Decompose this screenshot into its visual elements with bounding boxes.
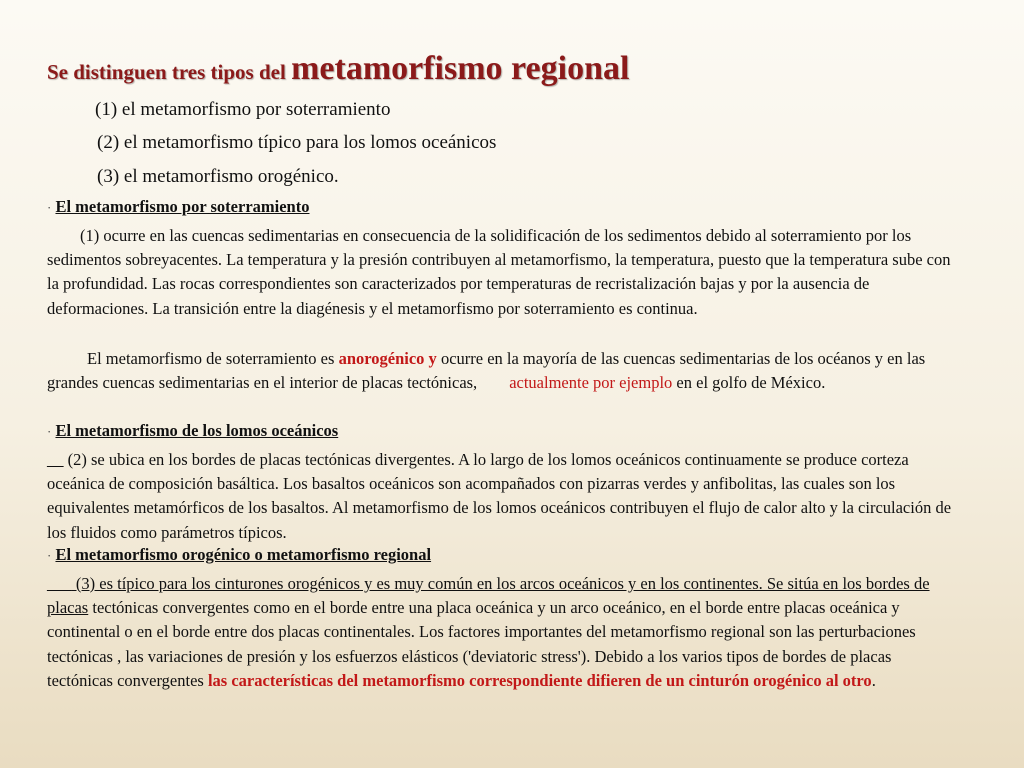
bullet: · — [47, 424, 52, 439]
para2-part3: en el golfo de México. — [672, 373, 826, 393]
bullet: · — [47, 200, 52, 215]
section-heading-lomos — [47, 421, 338, 441]
slide-title — [47, 50, 629, 88]
section-heading-label: El metamorfismo de los lomos oceánicos — [55, 421, 339, 440]
section-heading-label: El metamorfismo por soterramiento — [55, 197, 310, 216]
section-heading-orogenico — [47, 545, 431, 565]
lomos-paragraph — [47, 448, 957, 545]
anorogenico-highlight: anorogénico y — [338, 349, 437, 368]
title-emphasis: metamorfismo regional — [291, 50, 630, 87]
title-prefix: Se distinguen tres tipos del — [47, 60, 292, 84]
para2-part1: El metamorfismo de soterramiento es — [87, 349, 339, 368]
para2-part2: ocurre en la mayoría de las cuencas sedimentarias de los océanos y en las grandes cuencas sedimentarias en el interior de placas tectónicas, — [47, 349, 926, 393]
soterramiento-paragraph-1: (1) ocurre en las cuencas sedimentarias en consecuencia de la solidificación de los sedimentos debido al soterramiento por los sedimentos sobreyacentes. La temperatura y la presión contribuyen al metamorfismo, la temperatura, puesto que la temperatura sube con la profundidad. Las rocas correspondientes son caracterizados por temperaturas de recristalización bajas y por la ausencia de deformaciones. La transición entre la diagénesis y el metamorfismo por soterramiento es continua. — [47, 226, 951, 318]
type-item-2: (2) el metamorfismo típico para los lomos oceánicos — [97, 132, 497, 153]
section-heading-label: El metamorfismo orogénico o metamorfismo regional — [55, 545, 432, 564]
blank-line: ___ — [47, 574, 72, 593]
blank-line: __ — [47, 450, 64, 469]
soterramiento-paragraph-2 — [47, 347, 957, 395]
orogenico-underlined: (3) es típico para los cinturones orogénicos y es muy común en los arcos oceánicos y en los continentes. Se sitúa en los bordes de placas — [47, 574, 930, 618]
orogenico-text: tectónicas convergentes como en el borde entre una placa oceánica y un arco oceánico, en el borde entre placas oceánica y continental o en el borde entre dos placas continentales. Los factores importantes del metamorfismo regional son las perturbaciones tectónicas , las variaciones de presión y los esfuerzos elásticos ('deviatoric stress'). Debido a los varios tipos de bordes de placas tectónicas convergentes — [47, 598, 916, 690]
bullet: · — [47, 548, 52, 563]
orogenico-end: . — [871, 670, 876, 690]
type-item-3: (3) el metamorfismo orogénico. — [97, 166, 339, 187]
lomos-text: (2) se ubica en los bordes de placas tectónicas divergentes. A lo largo de los lomos oceánicos continuamente se produce corteza oceánica de composición basáltica. Los basaltos oceánicos son acompañados con pizarras verdes y anfibolitas, las cuales son los equivalentes metamórficos de los basaltos. Al metamorfismo de los lomos oceánicos contribuyen el flujo de calor alto y la circulación de los fluidos como parámetros típicos. — [47, 450, 952, 542]
example-highlight: actualmente por ejemplo — [509, 373, 673, 393]
orogenico-conclusion: las características del metamorfismo correspondiente difieren de un cinturón orogénico al otro — [207, 670, 872, 690]
section-heading-soterramiento — [47, 197, 309, 217]
type-item-1: (1) el metamorfismo por soterramiento — [95, 99, 391, 120]
orogenico-paragraph — [47, 572, 957, 693]
